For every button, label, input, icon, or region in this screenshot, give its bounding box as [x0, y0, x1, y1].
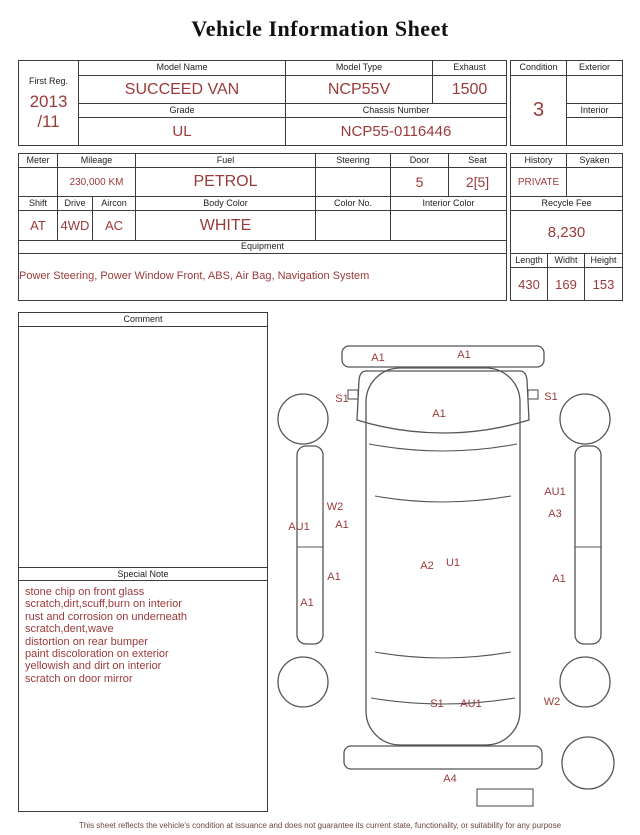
history-value: PRIVATE	[511, 168, 567, 197]
steering-label: Steering	[316, 154, 391, 168]
grade-value: UL	[79, 118, 286, 146]
syaken-label: Syaken	[567, 154, 623, 168]
comment-special-note-box	[18, 312, 268, 812]
car-body-outline	[366, 368, 520, 745]
body-color-label: Body Color	[136, 197, 316, 211]
condition-value: 3	[511, 76, 567, 146]
damage-marker: S1	[544, 391, 558, 403]
width-label: Widht	[548, 254, 585, 268]
spec-table	[18, 153, 507, 301]
seat-label: Seat	[449, 154, 507, 168]
meter-label: Meter	[19, 154, 58, 168]
comment-body	[19, 327, 267, 567]
fuel-label: Fuel	[136, 154, 316, 168]
length-label: Length	[511, 254, 548, 268]
model-name-value: SUCCEED VAN	[79, 76, 286, 104]
damage-marker: U1	[445, 557, 461, 569]
damage-marker: AU1	[288, 521, 310, 533]
length-value: 430	[511, 268, 548, 301]
model-type-label: Model Type	[286, 61, 433, 76]
damage-marker: A1	[432, 408, 446, 420]
drive-value: 4WD	[58, 211, 93, 241]
interior-value	[567, 118, 623, 146]
equipment-label: Equipment	[19, 241, 507, 254]
height-value: 153	[585, 268, 623, 301]
condition-label: Condition	[511, 61, 567, 76]
door-value: 5	[391, 168, 449, 197]
recycle-fee-value: 8,230	[511, 211, 623, 254]
car-right-mirror	[528, 390, 538, 399]
height-label: Height	[585, 254, 623, 268]
car-windshield-bottom	[375, 496, 511, 502]
damage-marker: A1	[300, 597, 314, 609]
damage-marker: A2	[420, 560, 434, 572]
color-no-label: Color No.	[316, 197, 391, 211]
chassis-number-value: NCP55-0116446	[286, 118, 507, 146]
aircon-value: AC	[93, 211, 136, 241]
car-right-side-panel	[575, 446, 601, 644]
interior-color-value	[391, 211, 507, 241]
damage-marker: A1	[371, 352, 385, 364]
meter-value	[19, 168, 58, 197]
car-left-mirror	[348, 390, 358, 399]
car-license-plate	[477, 789, 533, 806]
car-front-left-wheel	[278, 394, 328, 444]
comment-header: Comment	[19, 313, 267, 327]
body-color-value: WHITE	[136, 211, 316, 241]
damage-marker: A1	[335, 519, 349, 531]
interior-label: Interior	[567, 104, 623, 118]
damage-marker: A1	[327, 571, 341, 583]
special-note-line: paint discoloration on exterior	[25, 648, 169, 661]
exterior-label: Exterior	[567, 61, 623, 76]
first-reg-label: First Reg.	[28, 76, 68, 87]
special-note-body	[19, 581, 267, 685]
car-spare-tire	[562, 737, 614, 789]
model-type-value: NCP55V	[286, 76, 433, 104]
damage-marker: S1	[335, 393, 349, 405]
fuel-value: PETROL	[136, 168, 316, 197]
seat-value: 2[5]	[449, 168, 507, 197]
color-no-value	[316, 211, 391, 241]
damage-marker: A3	[548, 508, 562, 520]
equipment-value: Power Steering, Power Window Front, ABS, Air Bag, Navigation System	[19, 254, 507, 301]
condition-table	[510, 60, 623, 146]
car-rear-window-top	[375, 652, 511, 658]
mileage-label: Mileage	[58, 154, 136, 168]
damage-marker: AU1	[460, 698, 482, 710]
car-rear-left-wheel	[278, 657, 328, 707]
exterior-value	[567, 76, 623, 104]
width-value: 169	[548, 268, 585, 301]
special-note-line: scratch,dirt,scuff,burn on interior	[25, 598, 182, 611]
car-windshield-top	[369, 444, 517, 451]
special-note-line: distortion on rear bumper	[25, 635, 148, 648]
car-front-right-wheel	[560, 394, 610, 444]
mileage-value: 230,000 KM	[58, 168, 136, 197]
shift-label: Shift	[19, 197, 58, 211]
special-note-line: yellowish and dirt on interior	[25, 660, 162, 673]
grade-label: Grade	[79, 104, 286, 118]
special-note-line: scratch,dent,wave	[25, 623, 114, 636]
damage-marker: W2	[543, 696, 561, 708]
vehicle-damage-diagram	[268, 315, 635, 815]
exhaust-label: Exhaust	[433, 61, 507, 76]
special-note-line: scratch on door mirror	[25, 672, 133, 685]
damage-marker: A1	[457, 349, 471, 361]
shift-value: AT	[19, 211, 58, 241]
damage-marker: A1	[552, 573, 566, 585]
interior-color-label: Interior Color	[391, 197, 507, 211]
syaken-value	[567, 168, 623, 197]
special-note-line: stone chip on front glass	[25, 586, 145, 598]
recycle-fee-label: Recycle Fee	[511, 197, 623, 211]
history-fee-table	[510, 153, 623, 301]
special-note-header: Special Note	[19, 567, 267, 581]
car-left-side-panel	[297, 446, 323, 644]
car-rear-bumper	[344, 746, 542, 769]
first-reg-cell	[19, 61, 79, 146]
footer-disclaimer: This sheet reflects the vehicle's condition at issuance and does not guarantee its current state, functionality, or suitability for any purpose	[78, 821, 562, 830]
aircon-label: Aircon	[93, 197, 136, 211]
special-note-line: rust and corrosion on underneath	[25, 610, 188, 623]
damage-marker: S1	[430, 698, 444, 710]
car-rear-right-wheel	[560, 657, 610, 707]
history-label: History	[511, 154, 567, 168]
model-name-label: Model Name	[79, 61, 286, 76]
damage-marker: AU1	[544, 486, 566, 498]
chassis-number-label: Chassis Number	[286, 104, 507, 118]
first-reg-year: 2013	[29, 92, 68, 112]
vehicle-id-table	[18, 60, 507, 146]
car-hood	[357, 371, 529, 433]
damage-marker: A4	[443, 773, 457, 785]
drive-label: Drive	[58, 197, 93, 211]
damage-marker: W2	[326, 501, 344, 513]
first-reg-month: /11	[37, 112, 60, 131]
page-title: Vehicle Information Sheet	[191, 16, 449, 41]
exhaust-value: 1500	[433, 76, 507, 104]
door-label: Door	[391, 154, 449, 168]
steering-value	[316, 168, 391, 197]
first-reg-value	[19, 92, 78, 131]
